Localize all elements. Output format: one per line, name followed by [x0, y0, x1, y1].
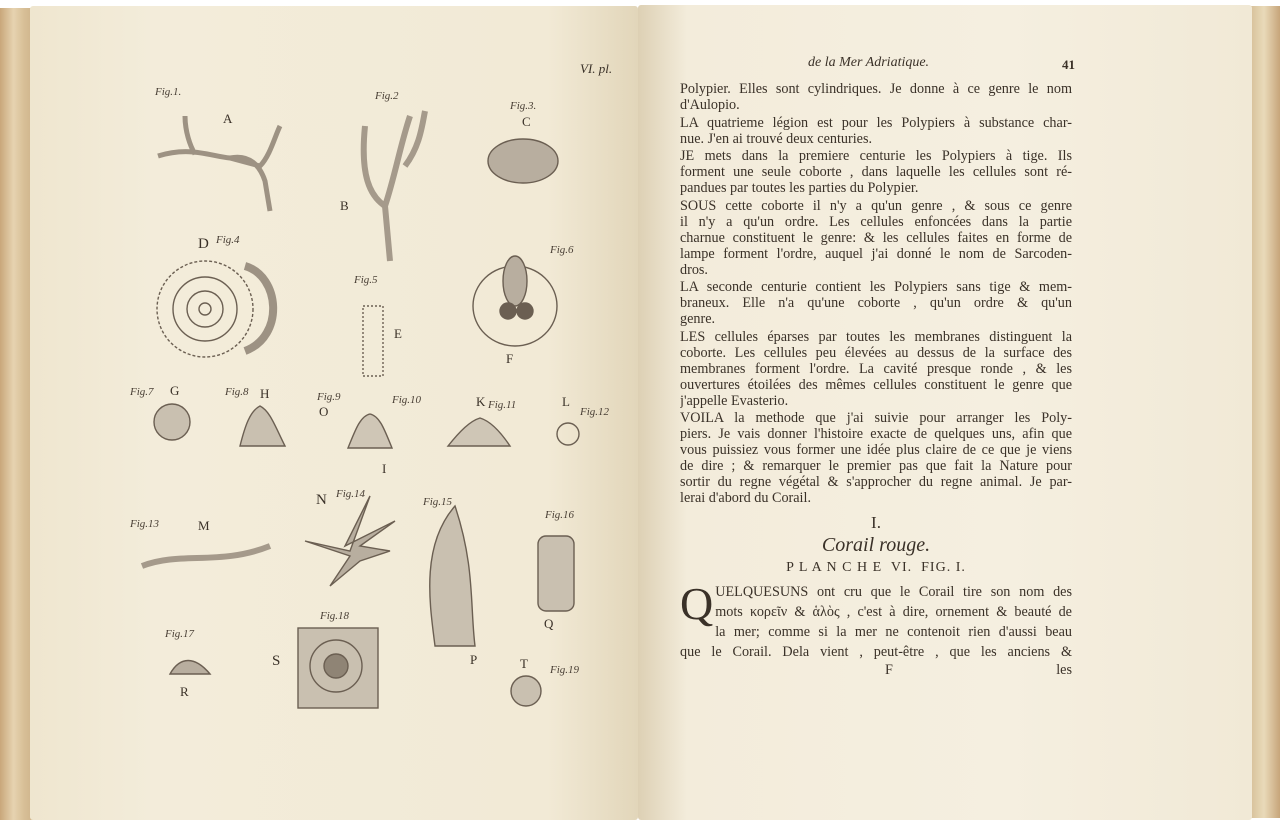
fig-letter: F [506, 351, 514, 366]
fig-label: Fig.1. [155, 86, 182, 98]
text-line: que le Corail. Dela vient , peut-être , que les anciens & [680, 644, 1072, 660]
text-line: coborte. Les cellules peu élevées au dessus de la surface des [680, 344, 1072, 361]
fig-letter: H [260, 386, 270, 401]
book-edge-right [1248, 6, 1280, 818]
text-line: il n'y a qu'un ordre. Les cellules enfoncées dans la partie [680, 213, 1072, 230]
fig8-cup [240, 406, 285, 446]
left-page-plate [30, 6, 638, 820]
section-number: I. [871, 513, 881, 532]
fig-letter: A [223, 111, 233, 126]
fig15-branch [430, 506, 475, 646]
engraved-plate-illustrations [30, 6, 638, 820]
fig-letter: E [394, 326, 402, 341]
text-line: d'Aulopio. [680, 97, 740, 113]
fig-letter: P [470, 652, 478, 667]
fig10-bell [348, 414, 392, 448]
fig5-section [363, 306, 383, 376]
opening-paragraph [680, 578, 1072, 662]
right-page-text [638, 5, 1252, 820]
fig19-disc [511, 676, 541, 706]
text-line: forment une seule coborte , dans laquelle les cellules sont ré- [680, 164, 1072, 180]
fig2-coral-branch [364, 111, 425, 261]
fig-label: Fig.7 [130, 386, 154, 398]
fig-label: Fig.13 [130, 518, 160, 530]
fig-label: Fig.3. [510, 100, 537, 112]
plate-mark: VI. pl. [580, 61, 613, 76]
fig13-spiny [142, 546, 270, 566]
fig-label: Fig.10 [392, 394, 422, 406]
fig3-coral-section [488, 139, 558, 183]
fig-label: Fig.4 [216, 234, 240, 246]
fig-letter: K [476, 394, 486, 409]
fig-letter: T [520, 656, 528, 671]
text-line: membranes forment l'ordre. La cavité presque ronde , & les [680, 360, 1072, 377]
section-title: Corail rouge. [821, 534, 931, 556]
text-line: UELQUESUNS ont cru que le Corail tire son nom des [715, 584, 1072, 600]
text-line: mots κορεῖν & ἁλὸς , c'est à dire, ornement & beauté de [715, 604, 1072, 620]
text-line: la mer; comme si la mer ne contenoit rien d'aussi beau [715, 624, 1072, 640]
fig-label: Fig.16 [545, 509, 575, 521]
fig-letter: L [562, 394, 570, 409]
text-line: dros. [680, 261, 708, 278]
fig-letter: O [319, 404, 329, 419]
fig-label: Fig.5 [354, 274, 378, 286]
fig-letter: B [340, 198, 349, 213]
text-line: de dire ; & remarquer le premier pas que fait la Nature pour [680, 458, 1072, 474]
signature-mark: F [885, 662, 893, 678]
text-line: piers. Je vais donner l'histoire exacte de quelques uns, afin que [680, 426, 1072, 442]
fig-label: Fig.9 [317, 391, 341, 403]
fig-letter: C [522, 114, 531, 129]
text-line: lerai d'abord du Corail. [680, 490, 811, 506]
running-head: de la Mer Adriatique. [808, 55, 930, 70]
fig11-dome [448, 418, 510, 446]
drop-cap: Q [680, 578, 714, 629]
text-line: LA quatrieme légion est pour les Polypiers à substance char- [680, 114, 1072, 131]
text-line: charnue constituent le genre: & les cellules faites en forme de [680, 229, 1072, 246]
fig4-polyp-disc [157, 261, 253, 357]
catchword: les [1056, 662, 1072, 678]
text-line: vous puissiez vous former une idée plus claire de ce que je viens [680, 442, 1072, 458]
text-line: JE mets dans la premiere centurie les Polypiers à tige. Ils [680, 148, 1072, 164]
text-line: LA seconde centurie contient les Polypiers sans tige & mem- [680, 279, 1072, 295]
text-line: lampe forment l'ordre, auquel j'ai donné le nom de Sarcoden- [680, 245, 1072, 262]
text-line: SOUS cette coborte il n'y a qu'un genre , & sous ce genre [680, 197, 1072, 214]
fig-label: Fig.12 [580, 406, 610, 418]
text-line: pandues par toutes les parties du Polypier. [680, 180, 919, 196]
text-line: genre. [680, 311, 716, 327]
fig-letter: G [170, 383, 180, 398]
fig17-shell [170, 661, 210, 675]
fig-letter: N [316, 492, 327, 508]
text-line: ouvertures étoilées des mêmes cellules constituent le genre que [680, 376, 1072, 393]
text-line: Polypier. Elles sont cylindriques. Je donne à ce genre le nom [680, 81, 1072, 97]
text-line: VOILA la methode que j'ai suivie pour arranger les Poly- [680, 410, 1072, 426]
fig-letter: R [180, 684, 189, 699]
fig14-star [305, 496, 395, 586]
plate-reference: P L A N C H E VI. FIG. I. [786, 560, 966, 575]
body-text [680, 81, 1072, 680]
fig12-star [557, 423, 579, 445]
fig-letter: I [382, 461, 387, 476]
text-line: braneux. Elle n'a qu'une coborte , qu'un ordre & qu'un [680, 295, 1072, 311]
fig-label: Fig.8 [225, 386, 249, 398]
text-line: sortir du regne végétal & s'approcher du regne animal. Je par- [680, 474, 1072, 490]
fig-letter: Q [544, 616, 554, 631]
fig-letter: S [272, 653, 281, 669]
text-line: nue. J'en ai trouvé deux centuries. [680, 130, 873, 147]
fig-label: Fig.2 [375, 90, 399, 102]
fig-label: Fig.18 [320, 610, 350, 622]
fig-label: Fig.6 [550, 244, 574, 256]
page-footer [680, 662, 1072, 680]
fig-letter: D [198, 236, 209, 252]
fig-label: Fig.15 [423, 496, 453, 508]
fig-label: Fig.14 [336, 488, 366, 500]
fig-label: Fig.17 [165, 628, 195, 640]
fig-label: Fig.19 [550, 664, 580, 676]
fig1-coral-branch [158, 116, 280, 211]
book-edge-left [0, 8, 34, 820]
text-line: LES cellules éparses par toutes les membranes distinguent la [680, 328, 1072, 345]
fig16-cylinder [538, 536, 574, 611]
fig-letter: M [198, 518, 210, 533]
page-number: 41 [1062, 57, 1075, 72]
fig-label: Fig.11 [488, 399, 517, 411]
fig7-disc [154, 404, 190, 440]
text-line: j'appelle Evasterio. [680, 392, 789, 409]
